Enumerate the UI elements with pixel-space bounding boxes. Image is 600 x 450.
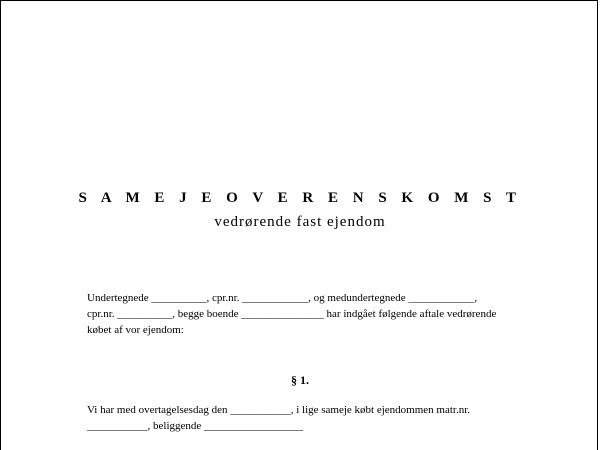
document-title: S A M E J E O V E R E N S K O M S T	[78, 190, 522, 206]
intro-line: Undertegnede __________, cpr.nr. ____________, og medundertegnede ____________,	[87, 292, 478, 304]
document-subtitle: vedrørende fast ejendom	[214, 214, 386, 230]
section-heading: § 1.	[291, 373, 309, 387]
intro-paragraph	[87, 290, 547, 338]
section1-paragraph	[87, 402, 547, 434]
intro-line: cpr.nr. __________, begge boende _______________ har indgået følgende aftale vedrørende	[87, 308, 497, 320]
section1-line: Vi har med overtagelsesdag den ___________, i lige sameje købt ejendommen matr.nr.	[87, 404, 471, 416]
section1-line: ___________, beliggende __________________	[87, 420, 304, 432]
intro-line: købet af vor ejendom:	[87, 324, 184, 336]
